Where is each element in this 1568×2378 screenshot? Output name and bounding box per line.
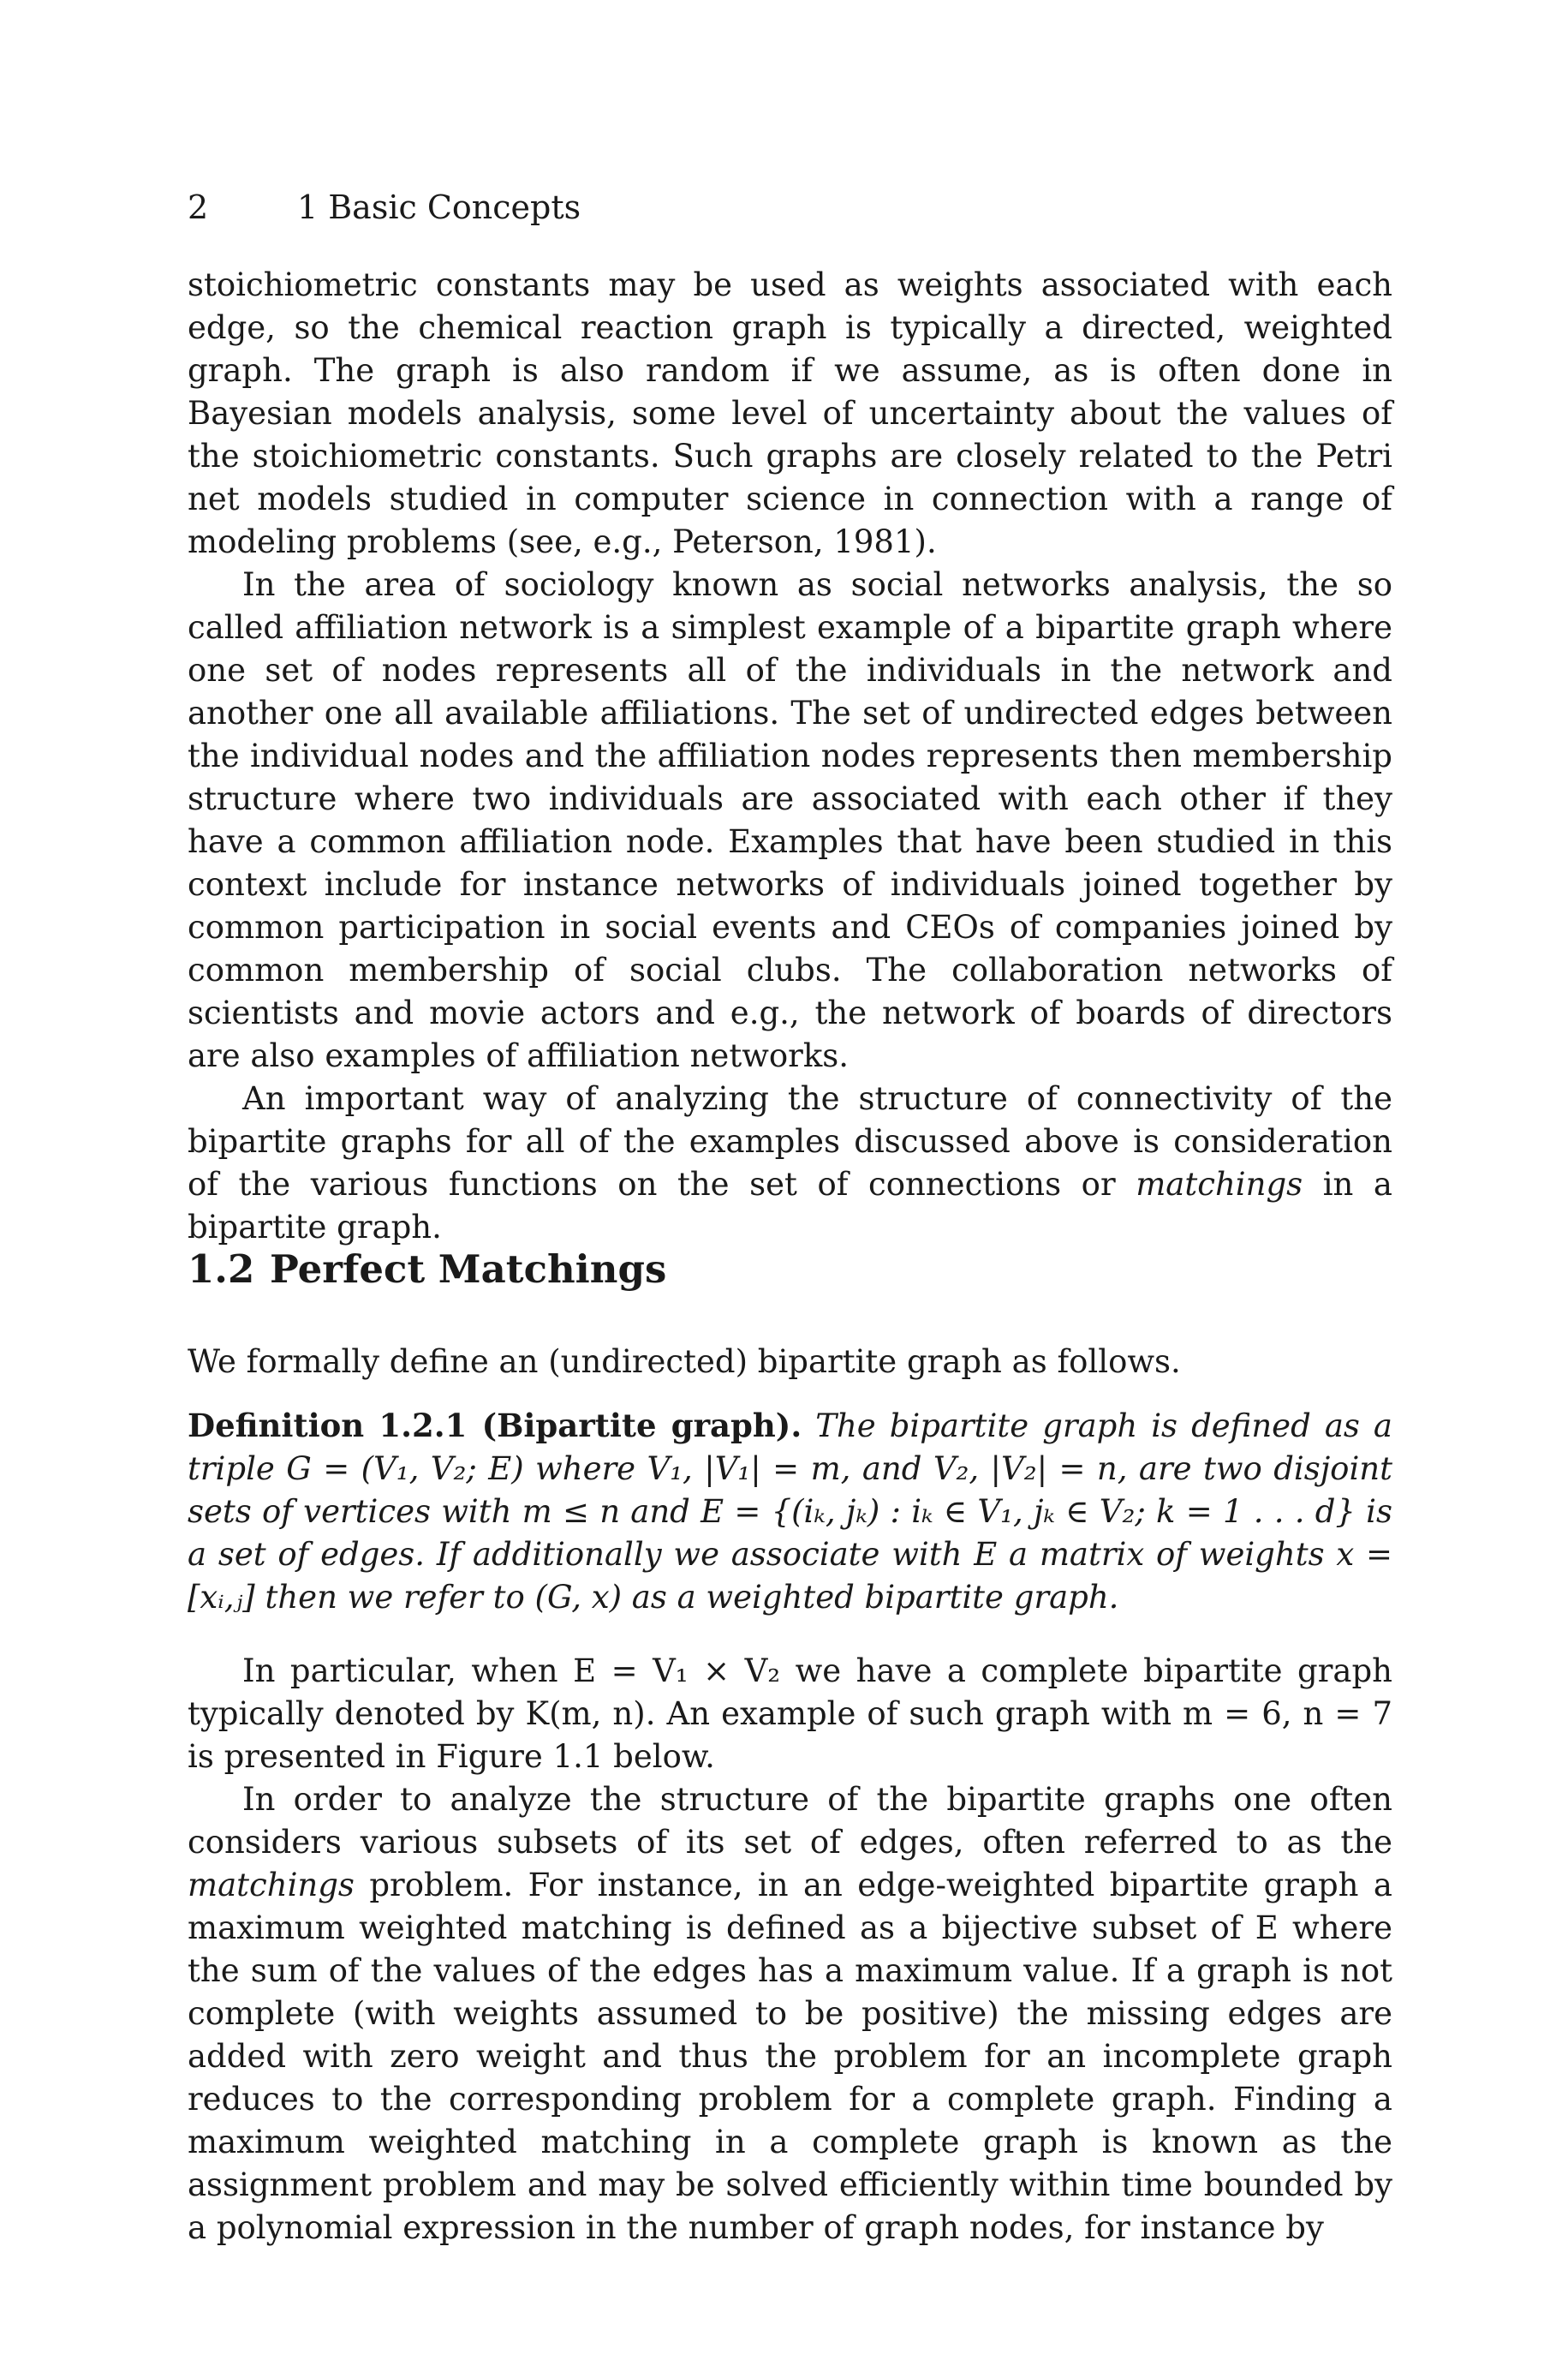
paragraph-6-text-b: problem. For instance, in an edge-weighted bipartite graph a maximum weighted matching is defined as a bijective subset of E where the sum of the values of the edges has a maximum value. If a graph is not complete (with weights assumed to be positive) the missing edges are added with zero weight and thus the problem for an incomplete graph reduces to the corresponding problem for a complete graph. Finding a maximum weighted matching in a complete graph is known as the assignment problem and may be solved efficiently within time bounded by a polynomial expression in the number of graph nodes, for instance by: [188, 1867, 1392, 2246]
paragraph-3-text-a: An important way of analyzing the structure of connectivity of the bipartite graphs for all of the examples discussed above is consideration of the various functions on the set of connections or: [188, 1080, 1392, 1203]
definition-text: The bipartite graph is defined as a triple G = (V₁, V₂; E) where V₁, |V₁| = m, and V₂, |V₂| = n, are two disjoint sets of vertices with m ≤ n and E = {(iₖ, jₖ) : iₖ ∈ V₁, jₖ ∈ V₂; k = 1 . . . d} is a set of edges. If additionally we associate with E a matrix of weights x = [xᵢ,ⱼ] then we refer to (G, x) as a weighted bipartite graph.: [188, 1407, 1392, 1616]
running-title: 1 Basic Concepts: [297, 188, 581, 226]
paragraph-3: [188, 1078, 1392, 1249]
paragraph-2: In the area of sociology known as social networks analysis, the so called affiliation network is a simplest example of a bipartite graph where one set of nodes represents all of the individuals in the network and another one all available affiliations. The set of undirected edges between the individual nodes and the affiliation nodes represents then membership structure where two individuals are associated with each other if they have a common affiliation node. Examples that have been studied in this context include for instance networks of individuals joined together by common participation in social events and CEOs of companies joined by common membership of social clubs. The collaboration networks of scientists and movie actors and e.g., the network of boards of directors are also examples of affiliation networks.: [188, 566, 1392, 1074]
paragraph-4: We formally define an (undirected) bipartite graph as follows.: [188, 1343, 1181, 1380]
text-block-top: [188, 264, 1392, 1249]
text-block-bottom: [188, 1341, 1392, 2250]
section-heading: [188, 1244, 666, 1295]
paragraph-5: In particular, when E = V₁ × V₂ we have a complete bipartite graph typically denoted by K(m, n). An example of such graph with m = 6, n = 7 is presented in Figure 1.1 below.: [188, 1652, 1392, 1775]
section-number: 1.2: [188, 1246, 255, 1292]
paragraph-3-emphasis: matchings: [1136, 1166, 1303, 1203]
section-title: Perfect Matchings: [270, 1246, 667, 1292]
paragraph-3-text-b: in a bipartite graph.: [188, 1166, 1392, 1246]
paragraph-6-emphasis: matchings: [188, 1867, 355, 1903]
definition-lead: Definition 1.2.1 (Bipartite graph).: [188, 1407, 802, 1444]
running-header: [188, 187, 581, 228]
paragraph-6: [188, 1778, 1392, 2250]
paragraph-6-text-a: In order to analyze the structure of the bipartite graphs one often considers various subsets of its set of edges, often referred to as the: [188, 1781, 1392, 1861]
page-number: 2: [188, 188, 209, 226]
paragraph-1: stoichiometric constants may be used as weights associated with each edge, so the chemical reaction graph is typically a directed, weighted graph. The graph is also random if we assume, as is often done in Bayesian models analysis, some level of uncertainty about the values of the stoichiometric constants. Such graphs are closely related to the Petri net models studied in computer science in connection with a range of modeling problems (see, e.g., Peterson, 1981).: [188, 266, 1392, 560]
definition-block: [188, 1404, 1392, 1619]
